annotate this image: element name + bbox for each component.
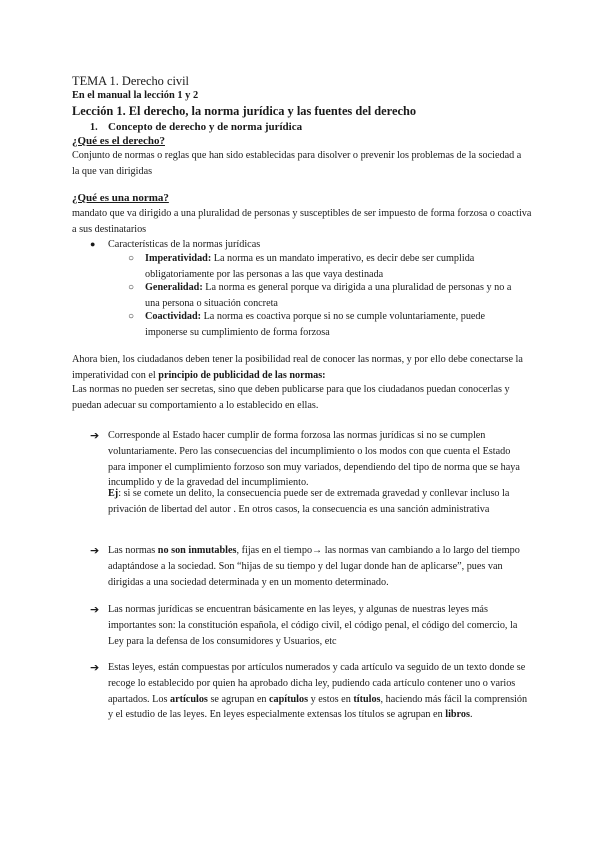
circle-bullet-icon: ○ bbox=[128, 282, 135, 293]
characteristic-imperatividad: Imperatividad: La norma es un mandato imperativo, es decir debe ser cumplida obligatoriamente por las personas a las que vaya destinada bbox=[145, 253, 475, 280]
arrow-item-enforcement: Corresponde al Estado hacer cumplir de forma forzosa las normas jurídicas si no se cumplen voluntariamente. Pero las consecuencias del incumplimiento o los modos con que cuenta el Estado para imponer el cumplimiento forzoso son muy variados, dependiendo del tipo de norma que se haya incumplido y de la gravedad del incumplimiento. bbox=[108, 430, 520, 489]
characteristic-coactividad: Coactividad: La norma es coactiva porque si no se cumple voluntariamente, puede imponerse su cumplimiento de forma forzosa bbox=[145, 311, 486, 338]
question-derecho: ¿Qué es el derecho? bbox=[72, 135, 165, 147]
question-norma: ¿Qué es una norma? bbox=[72, 192, 169, 204]
characteristic-generalidad: Generalidad: La norma es general porque va dirigida a una pluralidad de personas y no a una persona o situación concreta bbox=[145, 282, 512, 309]
arrow-right-icon: ➔ bbox=[90, 429, 100, 442]
answer-derecho: Conjunto de normas o reglas que han sido establecidas para disolver o prevenir los problemas de la sociedad a la que van dirigidas bbox=[72, 150, 522, 177]
bullet-dot-icon: ● bbox=[90, 239, 96, 249]
section-title: Concepto de derecho y de norma jurídica bbox=[108, 121, 303, 133]
section-number: 1. bbox=[90, 122, 98, 133]
manual-note: En el manual la lección 1 y 2 bbox=[72, 90, 199, 101]
arrow-right-icon: ➔ bbox=[90, 544, 100, 557]
lesson-title: Lección 1. El derecho, la norma jurídica y las fuentes del derecho bbox=[72, 104, 417, 118]
publicity-paragraph: Ahora bien, los ciudadanos deben tener la posibilidad real de conocer las normas, y por ello debe conectarse la imperatividad con el principio de publicidad de las normas: bbox=[72, 354, 523, 381]
arrow-item-example: Ej: si se comete un delito, la consecuencia puede ser de extremada gravedad y conllevar incluso la privación de libertad del autor . En otros casos, la consecuencia es una sanción administrativa bbox=[108, 488, 510, 515]
arrow-item-inmutables: Las normas no son inmutables, fijas en el tiempo→ las normas van cambiando a lo largo del tiempo adaptándose a la sociedad. Son “hijas de su tiempo y del lugar donde han de aplicarse”, pues van dirigidas a una sociedad determinada y en un momento determinado. bbox=[108, 545, 520, 588]
arrow-right-icon: ➔ bbox=[90, 661, 100, 674]
arrow-item-estructura: Estas leyes, están compuestas por artículos numerados y cada artículo va seguido de un texto donde se recoge lo establecido por quien ha aprobado dicha ley, pudiendo cada artículo contener uno o varios apartados. Los artículos se agrupan en capítulos y estos en títulos, haciendo más fácil la comprensión y el estudio de las leyes. En leyes especialmente extensas los títulos se agrupan en libros. bbox=[108, 662, 528, 721]
document-title: TEMA 1. Derecho civil bbox=[72, 74, 189, 88]
circle-bullet-icon: ○ bbox=[128, 311, 135, 322]
arrow-right-icon: ➔ bbox=[90, 603, 100, 616]
publicity-explanation: Las normas no pueden ser secretas, sino que deben publicarse para que los ciudadanos puedan conocerlas y puedan adecuar su comportamiento a lo establecido en ellas. bbox=[72, 384, 510, 411]
circle-bullet-icon: ○ bbox=[128, 253, 135, 264]
characteristics-label: Características de la normas jurídicas bbox=[108, 239, 261, 250]
answer-norma: mandato que va dirigido a una pluralidad de personas y susceptibles de ser impuesto de forma forzosa o coactiva a sus destinatarios bbox=[72, 208, 532, 235]
arrow-item-leyes: Las normas jurídicas se encuentran básicamente en las leyes, y algunas de nuestras leyes más importantes son: la constitución española, el código civil, el código penal, el código del comercio, la Ley para la defensa de los consumidores y Usuarios, etc bbox=[108, 604, 518, 647]
